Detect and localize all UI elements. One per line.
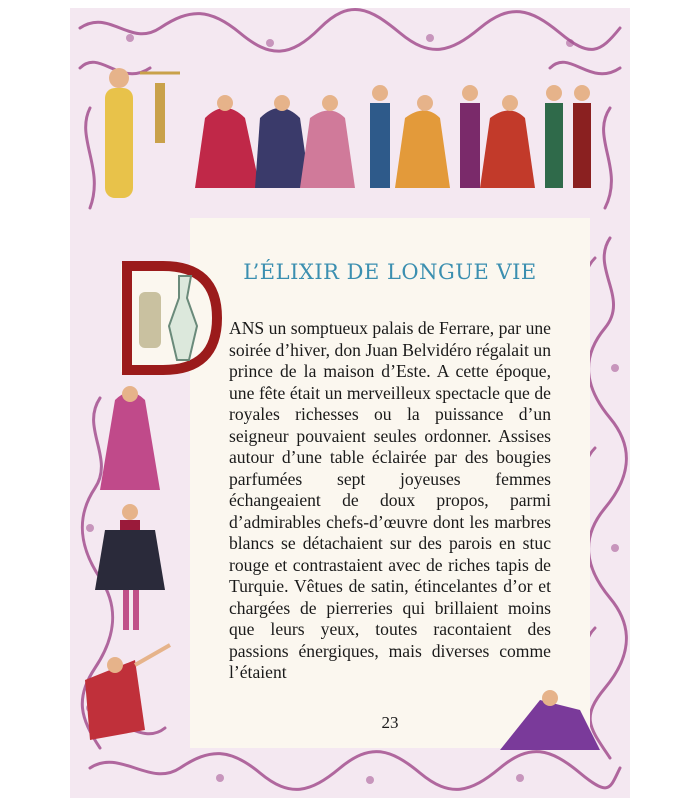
first-line-text: ANS un somptueux palais de Ferrare, par (229, 318, 522, 338)
procession-illustration (85, 58, 605, 218)
paragraph-text: une soirée d’hiver, don Juan Belvidéro régalait un prince de la maison d’Este. A cette époque, une fête était un merveilleux spectacle que de royales richesses ou la puissance d’un seigneur pouvaient seules ordonner. Assises autour d’une table éclairée par des bougies parfumées sept joyeuses femmes échangeaient de doux propos, parmi d’admirables chefs-d’œuvre dont les marbres blancs se détachaient sur des parois en stuc rouge et contrastaient avec de riches tapis de Turquie. Vêtues de satin, étincelantes d’or et chargées de pierreries qui brillaient moins que leurs yeux, toutes racontaient des passions énergiques, mais diverses comme l’étaient (229, 318, 551, 682)
page-number: 23 (381, 713, 399, 732)
side-figures-illustration (75, 380, 195, 760)
chapter-title: L’ÉLIXIR DE LONGUE VIE (243, 260, 537, 284)
body-text (229, 318, 551, 684)
